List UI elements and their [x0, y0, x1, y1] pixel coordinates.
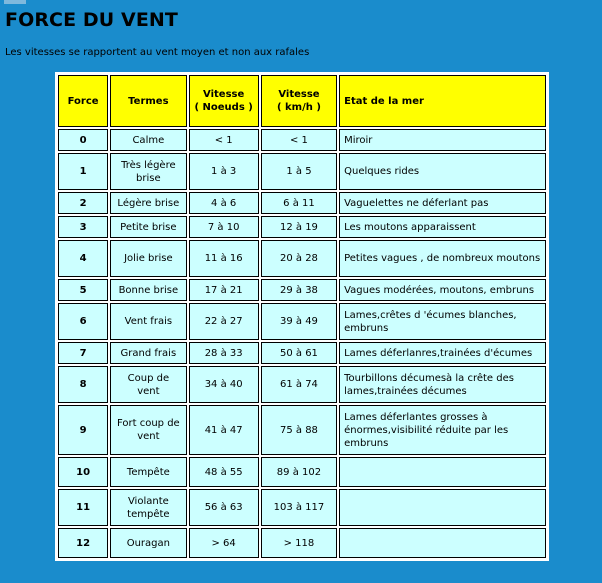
header-vitesse-kmh: [261, 75, 337, 127]
cell-termes: Bonne brise: [110, 279, 186, 301]
cell-vitesse-kmh: 6 à 11: [261, 192, 337, 214]
cell-etat-de-la-mer: [339, 457, 546, 487]
cell-vitesse-kmh: < 1: [261, 129, 337, 151]
cell-etat-de-la-mer: Vagues modérées, moutons, embruns: [339, 279, 546, 301]
cell-force: 2: [58, 192, 108, 214]
cell-force: 7: [58, 342, 108, 364]
cell-vitesse-noeuds: 41 à 47: [189, 405, 259, 455]
cell-etat-de-la-mer: Lames déferlantes grosses à énormes,visibilité réduite par les embruns: [339, 405, 546, 455]
cell-vitesse-noeuds: 17 à 21: [189, 279, 259, 301]
cell-vitesse-noeuds: 48 à 55: [189, 457, 259, 487]
cell-force: 4: [58, 240, 108, 277]
table-body: [58, 129, 546, 558]
table-row: [58, 528, 546, 558]
table-row: [58, 279, 546, 301]
cell-etat-de-la-mer: Lames,crêtes d 'écumes blanches, embruns: [339, 303, 546, 340]
cell-termes: Tempête: [110, 457, 186, 487]
cell-force: 12: [58, 528, 108, 558]
cell-vitesse-noeuds: 34 à 40: [189, 366, 259, 403]
cell-vitesse-kmh: 103 à 117: [261, 489, 337, 526]
header-vitesse-noeuds: [189, 75, 259, 127]
cell-vitesse-kmh: > 118: [261, 528, 337, 558]
cell-termes: Ouragan: [110, 528, 186, 558]
cell-termes: Petite brise: [110, 216, 186, 238]
cell-vitesse-kmh: 75 à 88: [261, 405, 337, 455]
table-row: [58, 216, 546, 238]
cell-etat-de-la-mer: [339, 528, 546, 558]
cell-termes: Grand frais: [110, 342, 186, 364]
cell-etat-de-la-mer: Lames déferlanres,trainées d'écumes: [339, 342, 546, 364]
top-decorative-strip: [4, 0, 26, 4]
header-vitesse-noeuds-line1: Vitesse: [203, 89, 245, 100]
page-title: FORCE DU VENT: [5, 9, 178, 31]
cell-force: 3: [58, 216, 108, 238]
table-header-row: [58, 75, 546, 127]
cell-vitesse-noeuds: 1 à 3: [189, 153, 259, 190]
table-row: [58, 129, 546, 151]
cell-etat-de-la-mer: Vaguelettes ne déferlant pas: [339, 192, 546, 214]
cell-vitesse-noeuds: 11 à 16: [189, 240, 259, 277]
cell-force: 0: [58, 129, 108, 151]
table-row: [58, 153, 546, 190]
header-etat-de-la-mer: Etat de la mer: [339, 75, 546, 127]
cell-vitesse-kmh: 61 à 74: [261, 366, 337, 403]
cell-vitesse-kmh: 89 à 102: [261, 457, 337, 487]
cell-vitesse-kmh: 12 à 19: [261, 216, 337, 238]
cell-etat-de-la-mer: Les moutons apparaissent: [339, 216, 546, 238]
cell-force: 1: [58, 153, 108, 190]
cell-termes: Vent frais: [110, 303, 186, 340]
cell-etat-de-la-mer: [339, 489, 546, 526]
cell-termes: Jolie brise: [110, 240, 186, 277]
cell-vitesse-kmh: 50 à 61: [261, 342, 337, 364]
table-row: [58, 192, 546, 214]
table-row: [58, 366, 546, 403]
cell-termes: Fort coup de vent: [110, 405, 186, 455]
table-row: [58, 489, 546, 526]
cell-vitesse-noeuds: 22 à 27: [189, 303, 259, 340]
cell-termes: Violante tempête: [110, 489, 186, 526]
cell-vitesse-noeuds: 56 à 63: [189, 489, 259, 526]
page-subtitle: Les vitesses se rapportent au vent moyen et non aux rafales: [5, 47, 310, 58]
cell-termes: Très légère brise: [110, 153, 186, 190]
cell-force: 6: [58, 303, 108, 340]
header-force: Force: [58, 75, 108, 127]
table-row: [58, 303, 546, 340]
beaufort-scale-table: [55, 72, 549, 561]
cell-vitesse-noeuds: < 1: [189, 129, 259, 151]
cell-vitesse-noeuds: 28 à 33: [189, 342, 259, 364]
cell-termes: Coup de vent: [110, 366, 186, 403]
cell-vitesse-kmh: 39 à 49: [261, 303, 337, 340]
header-vitesse-kmh-line2: ( km/h ): [276, 102, 321, 113]
cell-vitesse-kmh: 20 à 28: [261, 240, 337, 277]
cell-force: 10: [58, 457, 108, 487]
header-termes: Termes: [110, 75, 186, 127]
header-vitesse-kmh-line1: Vitesse: [278, 89, 320, 100]
table-row: [58, 240, 546, 277]
cell-vitesse-noeuds: > 64: [189, 528, 259, 558]
cell-vitesse-kmh: 29 à 38: [261, 279, 337, 301]
cell-etat-de-la-mer: Tourbillons décumesà la crête des lames,trainées décumes: [339, 366, 546, 403]
cell-force: 8: [58, 366, 108, 403]
cell-force: 5: [58, 279, 108, 301]
cell-force: 9: [58, 405, 108, 455]
header-vitesse-noeuds-line2: ( Noeuds ): [194, 102, 253, 113]
table-row: [58, 405, 546, 455]
cell-force: 11: [58, 489, 108, 526]
cell-etat-de-la-mer: Quelques rides: [339, 153, 546, 190]
cell-vitesse-noeuds: 4 à 6: [189, 192, 259, 214]
table-row: [58, 457, 546, 487]
cell-etat-de-la-mer: Miroir: [339, 129, 546, 151]
cell-termes: Légère brise: [110, 192, 186, 214]
cell-etat-de-la-mer: Petites vagues , de nombreux moutons: [339, 240, 546, 277]
table-row: [58, 342, 546, 364]
cell-vitesse-noeuds: 7 à 10: [189, 216, 259, 238]
cell-termes: Calme: [110, 129, 186, 151]
cell-vitesse-kmh: 1 à 5: [261, 153, 337, 190]
